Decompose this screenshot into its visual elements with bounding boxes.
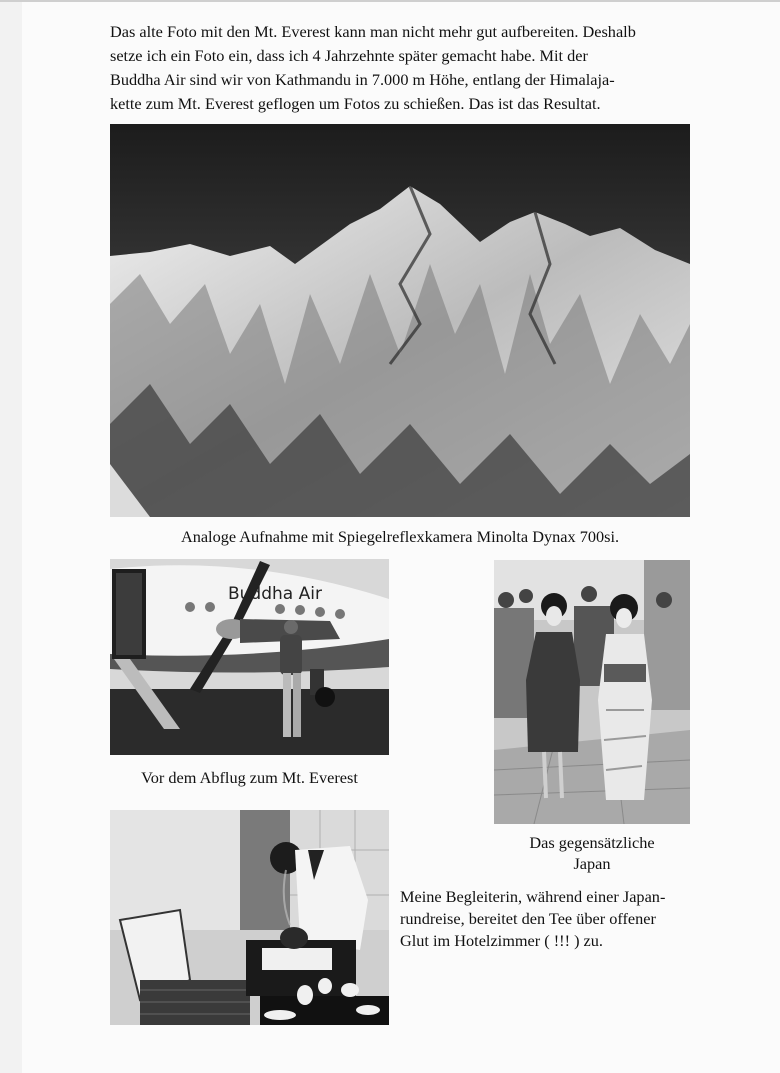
japan-caption-line1: Das gegensätzliche: [529, 833, 655, 852]
plane-caption: Vor dem Abflug zum Mt. Everest: [141, 768, 358, 787]
plane-fuselage-lettering: Buddha Air: [228, 584, 322, 604]
japan-caption-line2: Japan: [573, 854, 611, 873]
tea-note: Meine Begleiterin, während einer Japan- rundreise, bereitet den Tee über offener Glut im Hotelzimmer ( !!! ) zu.: [400, 887, 666, 950]
page-margin: [0, 0, 22, 1073]
plane-photo: [110, 559, 389, 755]
intro-paragraph: Das alte Foto mit den Mt. Everest kann man nicht mehr gut aufbereiten. Deshalb setze ich ein Foto ein, dass ich 4 Jahrzehnte später gemacht habe. Mit der Buddha Air sind wir von Kathmandu in 7.000 m Höhe, entlang der Himalaja- kette zum Mt. Everest geflogen um Fotos zu schießen. Das ist das Resultat.: [110, 22, 636, 113]
everest-caption: Analoge Aufnahme mit Spiegelreflexkamera Minolta Dynax 700si.: [180, 527, 620, 546]
everest-photo: [110, 124, 690, 517]
japan-street-photo: [494, 560, 690, 824]
tea-photo: [110, 810, 389, 1025]
page-top-edge: [0, 0, 780, 2]
